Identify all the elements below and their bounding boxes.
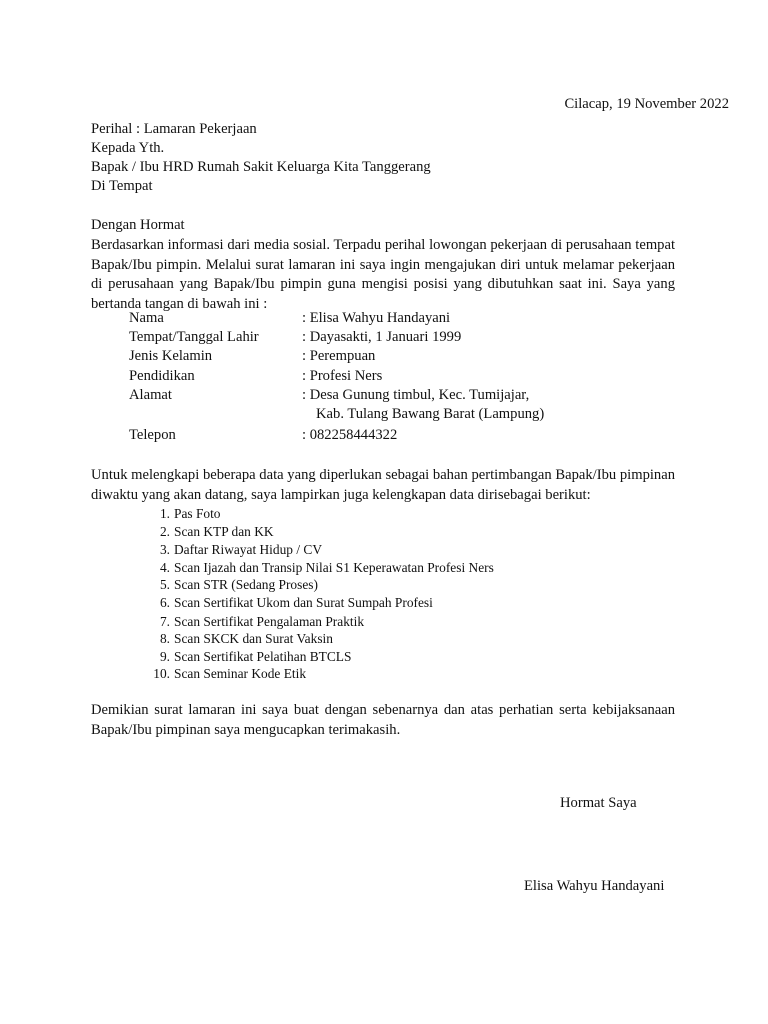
- list-text: Scan Ijazah dan Transip Nilai S1 Keperawatan Profesi Ners: [174, 560, 494, 575]
- list-text: Scan SKCK dan Surat Vaksin: [174, 631, 333, 646]
- letter-date: Cilacap, 19 November 2022: [564, 96, 729, 112]
- list-item: [146, 542, 322, 558]
- list-item: [146, 524, 274, 540]
- list-number: 9.: [159, 649, 170, 664]
- detail-label: Jenis Kelamin: [129, 348, 213, 364]
- detail-label: Alamat: [129, 387, 172, 403]
- detail-value: : Desa Gunung timbul, Kec. Tumijajar,: [302, 387, 530, 403]
- signature-name: Elisa Wahyu Handayani: [524, 878, 665, 894]
- list-text: Scan KTP dan KK: [174, 524, 274, 539]
- list-text: Daftar Riwayat Hidup / CV: [174, 542, 323, 557]
- list-number: 10.: [153, 666, 170, 681]
- intro-paragraph: Berdasarkan informasi dari media sosial. Terpadu perihal lowongan pekerjaan di perusahaan tempat Bapak/Ibu pimpin. Melalui surat lamaran ini saya ingin mengajukan diri untuk melamar pekerjaan di perusahaan yang Bapak/Ibu pimpin guna mengisi posisi yang dibutuhkan saat ini. Saya yang bertanda tangan di bawah ini :: [91, 237, 675, 312]
- detail-value-continuation: Kab. Tulang Bawang Barat (Lampung): [316, 406, 545, 422]
- list-number: 7.: [159, 614, 170, 629]
- detail-label: Telepon: [129, 427, 176, 443]
- attachments-intro: Untuk melengkapi beberapa data yang diperlukan sebagai bahan pertimbangan Bapak/Ibu pimpinan diwaktu yang akan datang, saya lampirkan juga kelengkapan data dirisebagai berikut:: [91, 467, 675, 503]
- list-number: 2.: [159, 524, 170, 539]
- recipient-line-1: Kepada Yth.: [91, 140, 165, 156]
- list-number: 5.: [159, 577, 170, 592]
- list-text: Scan Sertifikat Pengalaman Praktik: [174, 614, 365, 629]
- list-item: [146, 577, 318, 593]
- detail-value: : 082258444322: [302, 427, 398, 443]
- list-item: [146, 666, 306, 682]
- list-item: [146, 506, 221, 522]
- list-item: [146, 560, 494, 576]
- recipient-line-3: Di Tempat: [91, 178, 153, 194]
- list-number: 3.: [159, 542, 170, 557]
- list-text: Scan Seminar Kode Etik: [174, 666, 307, 681]
- list-text: Scan Sertifikat Ukom dan Surat Sumpah Profesi: [174, 595, 433, 610]
- detail-value: : Perempuan: [302, 348, 376, 364]
- letter-subject: Perihal : Lamaran Pekerjaan: [91, 121, 257, 137]
- list-text: Scan Sertifikat Pelatihan BTCLS: [174, 649, 352, 664]
- recipient-line-2: Bapak / Ibu HRD Rumah Sakit Keluarga Kita Tanggerang: [91, 159, 431, 175]
- list-item: [146, 649, 351, 665]
- closing-paragraph: Demikian surat lamaran ini saya buat dengan sebenarnya dan atas perhatian serta kebijaksanaan Bapak/Ibu pimpinan saya mengucapkan terimakasih.: [91, 702, 675, 738]
- list-item: [146, 631, 333, 647]
- list-number: 4.: [159, 560, 170, 575]
- closing-salutation: Hormat Saya: [560, 795, 637, 811]
- list-item: [146, 595, 433, 611]
- greeting: Dengan Hormat: [91, 217, 185, 233]
- detail-value: : Dayasakti, 1 Januari 1999: [302, 329, 462, 345]
- detail-label: Pendidikan: [129, 368, 195, 384]
- detail-label: Tempat/Tanggal Lahir: [129, 329, 259, 345]
- list-text: Pas Foto: [174, 506, 221, 521]
- detail-value: : Elisa Wahyu Handayani: [302, 310, 451, 326]
- detail-label: Nama: [129, 310, 164, 326]
- list-number: 1.: [159, 506, 170, 521]
- list-number: 6.: [159, 595, 170, 610]
- list-text: Scan STR (Sedang Proses): [174, 577, 318, 592]
- detail-value: : Profesi Ners: [302, 368, 383, 384]
- list-item: [146, 614, 364, 630]
- list-number: 8.: [159, 631, 170, 646]
